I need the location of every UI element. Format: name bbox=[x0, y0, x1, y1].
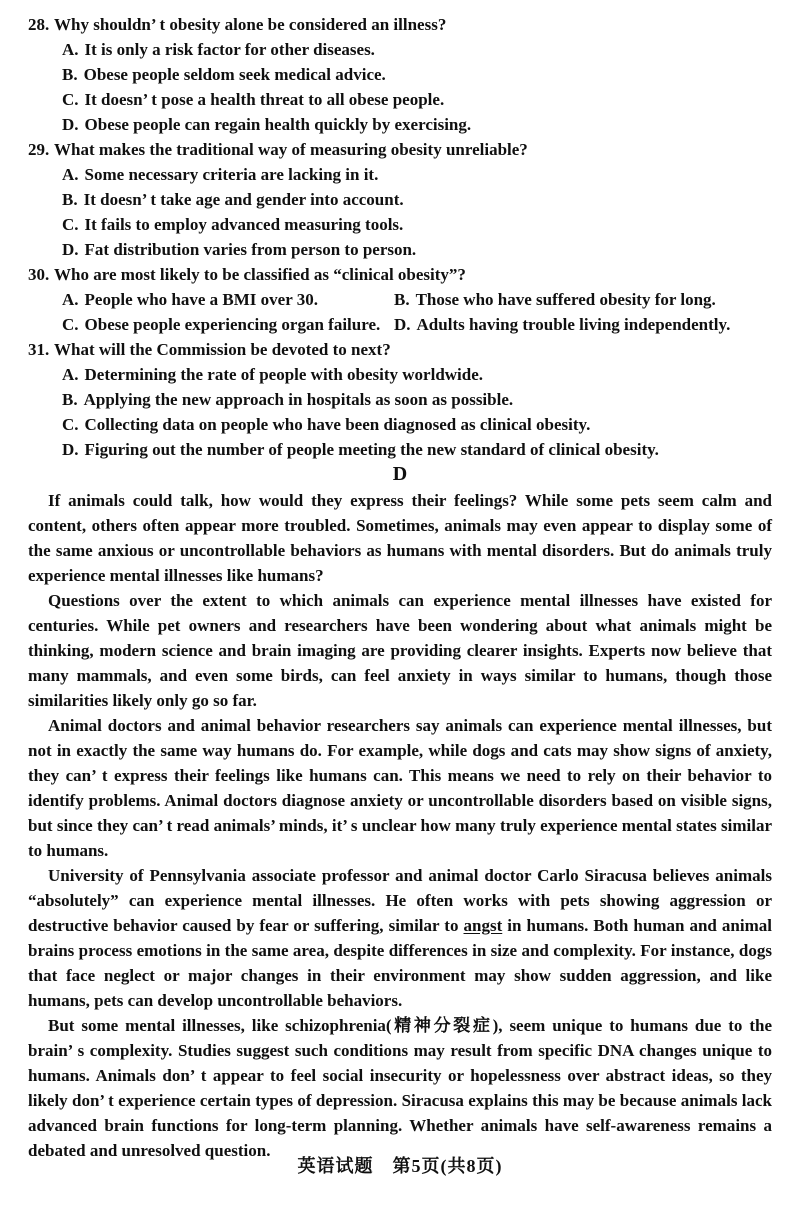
option-label: A. bbox=[62, 40, 79, 59]
option-a bbox=[28, 37, 772, 62]
option-text: Obese people experiencing organ failure. bbox=[84, 315, 381, 334]
question-stem bbox=[28, 137, 772, 162]
question-text: Why shouldn’ t obesity alone be considered an illness? bbox=[54, 15, 447, 34]
option-label: A. bbox=[62, 365, 79, 384]
page-footer: 英语试题 第5页(共8页) bbox=[297, 1156, 503, 1176]
option-a bbox=[62, 287, 394, 312]
option-label: D. bbox=[62, 115, 79, 134]
option-label: D. bbox=[62, 440, 79, 459]
option-label: B. bbox=[62, 190, 78, 209]
passage-section-label: D bbox=[392, 463, 408, 485]
passage-paragraph-1: If animals could talk, how would they express their feelings? While some pets seem calm and content, others often appear more troubled. Sometimes, animals may even appear to display some of the same anxious or uncontrollable behaviors as humans with mental disorders. But do animals truly experience mental illnesses like humans? bbox=[28, 491, 772, 585]
question-number: 29. bbox=[28, 140, 50, 159]
option-text: Applying the new approach in hospitals as soon as possible. bbox=[83, 390, 514, 409]
question-29 bbox=[28, 137, 772, 262]
option-label: C. bbox=[62, 415, 79, 434]
option-label: A. bbox=[62, 290, 79, 309]
option-text: Some necessary criteria are lacking in it. bbox=[84, 165, 379, 184]
question-number: 28. bbox=[28, 15, 50, 34]
option-label: C. bbox=[62, 315, 79, 334]
option-text: Figuring out the number of people meeting the new standard of clinical obesity. bbox=[84, 440, 659, 459]
question-text: What will the Commission be devoted to next? bbox=[54, 340, 391, 359]
passage-paragraph-3: Animal doctors and animal behavior researchers say animals can experience mental illnesses, but not in exactly the same way humans do. For example, while dogs and cats may show signs of anxiety, they can’ t express their feelings like humans can. This means we need to rely on their behavior to identify problems. Animal doctors diagnose anxiety or uncontrollable disorders based on visible signs, but since they can’ t read animals’ minds, it’ s unclear how many truly experience mental states similar to humans. bbox=[28, 716, 772, 860]
question-31 bbox=[28, 337, 772, 462]
passage-paragraph-5: But some mental illnesses, like schizophrenia(精神分裂症), seem unique to humans due to the brain’ s complexity. Studies suggest such conditions may result from specific DNA changes unique to humans. Animals don’ t appear to feel social insecurity or hopelessness over abstract ideas, so they likely don’ t experience certain types of depression. Siracusa explains this may be because animals lack advanced brain functions for long-term planning. Whether animals have self-awareness remains a debated and unresolved question. bbox=[28, 1016, 772, 1160]
option-text: It doesn’ t pose a health threat to all obese people. bbox=[84, 90, 445, 109]
option-d bbox=[28, 237, 772, 262]
question-number: 31. bbox=[28, 340, 50, 359]
question-28 bbox=[28, 12, 772, 137]
option-b bbox=[28, 62, 772, 87]
passage-paragraph-4 bbox=[28, 863, 772, 1013]
option-label: D. bbox=[62, 240, 79, 259]
question-stem bbox=[28, 262, 772, 287]
reading-passage bbox=[28, 488, 772, 1163]
option-d bbox=[394, 312, 772, 337]
option-text: Obese people can regain health quickly by exercising. bbox=[84, 115, 472, 134]
option-d bbox=[28, 437, 772, 462]
option-a bbox=[28, 362, 772, 387]
option-b bbox=[28, 387, 772, 412]
option-label: B. bbox=[62, 390, 78, 409]
option-d bbox=[28, 112, 772, 137]
option-text: Adults having trouble living independently. bbox=[416, 315, 731, 334]
option-text: It doesn’ t take age and gender into account. bbox=[83, 190, 404, 209]
option-row bbox=[28, 287, 772, 312]
option-row bbox=[28, 312, 772, 337]
option-b bbox=[28, 187, 772, 212]
option-text: Collecting data on people who have been diagnosed as clinical obesity. bbox=[84, 415, 591, 434]
option-b bbox=[394, 287, 772, 312]
passage-paragraph-2: Questions over the extent to which animals can experience mental illnesses have existed for centuries. While pet owners and researchers have been wondering about what animals might be thinking, modern science and brain imaging are providing clearer insights. Experts now believe that many mammals, and even some birds, can feel anxiety in ways similar to humans, though those similarities likely only go so far. bbox=[28, 591, 772, 710]
paragraph-text: University of Pennsylvania associate professor and animal doctor Carlo Siracusa believes animals “absolutely” can experience mental illnesses. He often works with pets showing aggression or destructive behavior caused by fear or suffering, similar to bbox=[28, 866, 772, 935]
option-text: Obese people seldom seek medical advice. bbox=[83, 65, 386, 84]
question-stem bbox=[28, 337, 772, 362]
option-c bbox=[28, 412, 772, 437]
option-text: It fails to employ advanced measuring tools. bbox=[84, 215, 404, 234]
option-label: B. bbox=[62, 65, 78, 84]
question-text: What makes the traditional way of measuring obesity unreliable? bbox=[54, 140, 528, 159]
question-text: Who are most likely to be classified as “clinical obesity”? bbox=[54, 265, 466, 284]
question-number: 30. bbox=[28, 265, 50, 284]
option-text: People who have a BMI over 30. bbox=[84, 290, 318, 309]
option-label: C. bbox=[62, 215, 79, 234]
option-c bbox=[28, 87, 772, 112]
option-label: B. bbox=[394, 290, 410, 309]
option-label: A. bbox=[62, 165, 79, 184]
option-c bbox=[28, 212, 772, 237]
option-label: C. bbox=[62, 90, 79, 109]
option-text: It is only a risk factor for other diseases. bbox=[84, 40, 375, 59]
paragraph-text: in humans. Both human and animal brains process emotions in the same area, despite differences in size and complexity. For instance, dogs that face neglect or major changes in their environment may show sudden aggression, and like humans, pets can develop uncontrollable behaviors. bbox=[28, 916, 772, 1010]
option-text: Determining the rate of people with obesity worldwide. bbox=[84, 365, 484, 384]
underlined-word: angst bbox=[463, 916, 503, 935]
option-text: Fat distribution varies from person to person. bbox=[84, 240, 417, 259]
option-label: D. bbox=[394, 315, 411, 334]
question-30 bbox=[28, 262, 772, 337]
option-a bbox=[28, 162, 772, 187]
option-text: Those who have suffered obesity for long. bbox=[415, 290, 716, 309]
option-c bbox=[62, 312, 394, 337]
question-stem bbox=[28, 12, 772, 37]
